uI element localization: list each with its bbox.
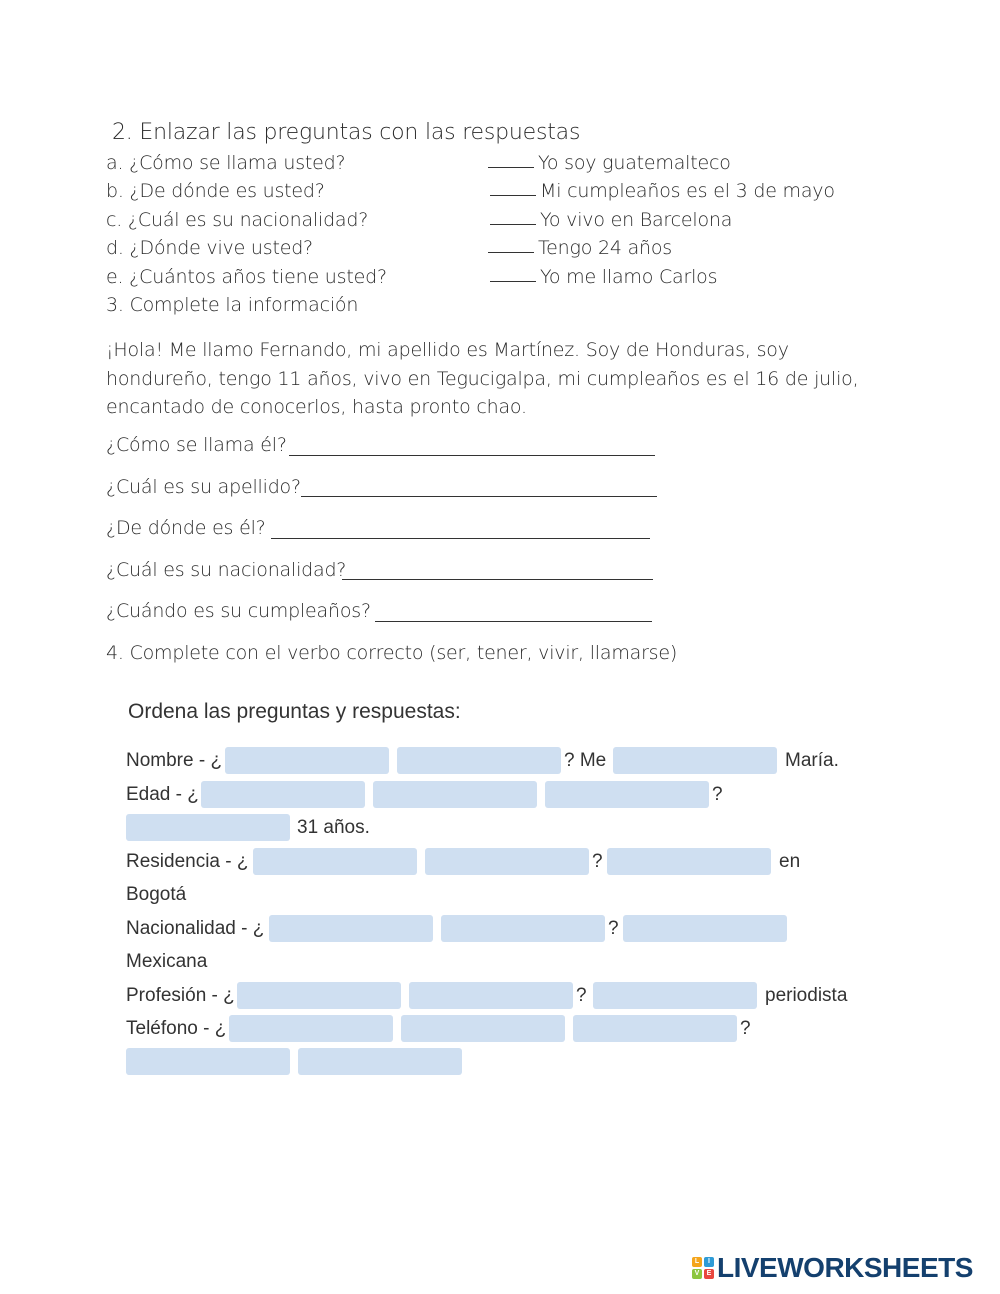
match-answer-2 [490, 180, 835, 202]
answer-blank[interactable] [488, 238, 534, 253]
drop-box[interactable] [269, 915, 433, 942]
row-text-residencia: ? [592, 851, 603, 872]
match-answer-text: Yo me llamo Carlos [540, 266, 718, 288]
answer-line-nationality[interactable] [342, 579, 653, 580]
row-end-residencia: Bogotá [126, 884, 187, 905]
row-label-residencia: Residencia - ¿ [126, 851, 249, 872]
exercise-title: Ordena las preguntas y respuestas: [128, 700, 461, 723]
drop-box[interactable] [613, 747, 777, 774]
drop-box[interactable] [229, 1015, 393, 1042]
row-end-profesion: periodista [765, 985, 848, 1006]
drop-box[interactable] [397, 747, 561, 774]
row-end-nombre: María. [785, 750, 839, 771]
drop-box[interactable] [593, 982, 757, 1009]
section-3-heading: 3. Complete la información [106, 294, 359, 316]
logo-mark-icon [692, 1257, 714, 1279]
logo-letter-v: V [692, 1269, 702, 1279]
row-text-telefono: ? [740, 1018, 751, 1039]
info-question-nationality: ¿Cuál es su nacionalidad? [106, 559, 347, 581]
row-text-nombre: ? Me [564, 750, 607, 771]
row-label-telefono: Teléfono - ¿ [126, 1018, 227, 1039]
reading-paragraph: ¡Hola! Me llamo Fernando, mi apellido es Martínez. Soy de Honduras, soy hondureño, tengo 11 años, vivo en Tegucigalpa, mi cumpleaños es el 16 de julio, encantado de conocerlos, hasta pronto chao. [106, 339, 859, 418]
drop-box[interactable] [201, 781, 365, 808]
row-label-nacionalidad: Nacionalidad - ¿ [126, 918, 265, 939]
answer-line-origin[interactable] [271, 538, 650, 539]
match-answer-5 [490, 266, 717, 288]
drop-box[interactable] [441, 915, 605, 942]
drop-box[interactable] [225, 747, 389, 774]
drop-box[interactable] [253, 848, 417, 875]
row-end-edad: 31 años. [297, 817, 370, 838]
match-answer-text: Yo soy guatemalteco [538, 152, 731, 174]
answer-blank[interactable] [490, 210, 536, 225]
row-label-edad: Edad - ¿ [126, 784, 199, 805]
match-answer-4 [488, 237, 672, 259]
match-answer-text: Mi cumpleaños es el 3 de mayo [540, 180, 835, 202]
answer-blank[interactable] [488, 153, 534, 168]
row-label-nombre: Nombre - ¿ [126, 750, 223, 771]
drop-box[interactable] [623, 915, 787, 942]
row-text-profesion: ? [576, 985, 587, 1006]
match-answer-1 [488, 152, 731, 174]
drop-box[interactable] [607, 848, 771, 875]
drop-box[interactable] [425, 848, 589, 875]
answer-line-surname[interactable] [301, 496, 657, 497]
match-answer-text: Tengo 24 años [538, 237, 672, 259]
match-answer-3 [490, 209, 732, 231]
drop-box[interactable] [401, 1015, 565, 1042]
answer-blank[interactable] [490, 181, 536, 196]
logo-wordmark: LIVEWORKSHEETS [717, 1252, 973, 1283]
logo-letter-i: I [704, 1257, 714, 1267]
info-question-name: ¿Cómo se llama él? [106, 434, 287, 456]
row-text-edad: ? [712, 784, 723, 805]
info-question-birthday: ¿Cuándo es su cumpleaños? [106, 600, 371, 622]
row-text-residencia-en: en [779, 851, 801, 872]
row-label-profesion: Profesión - ¿ [126, 985, 235, 1006]
liveworksheets-logo [692, 1252, 973, 1284]
info-question-origin: ¿De dónde es él? [106, 517, 266, 539]
match-question-b: b. ¿De dónde es usted? [106, 180, 325, 202]
drop-box[interactable] [237, 982, 401, 1009]
logo-letter-l: L [692, 1257, 702, 1267]
drop-box[interactable] [126, 814, 290, 841]
drop-box[interactable] [545, 781, 709, 808]
logo-letter-e: E [704, 1269, 714, 1279]
answer-line-birthday[interactable] [375, 621, 652, 622]
match-question-a: a. ¿Cómo se llama usted? [106, 152, 346, 174]
match-question-c: c. ¿Cuál es su nacionalidad? [106, 209, 369, 231]
drop-box[interactable] [409, 982, 573, 1009]
answer-line-name[interactable] [289, 455, 655, 456]
row-end-nacionalidad: Mexicana [126, 951, 208, 972]
answer-blank[interactable] [490, 267, 536, 282]
row-text-nacionalidad: ? [608, 918, 619, 939]
drop-box[interactable] [373, 781, 537, 808]
drop-box[interactable] [573, 1015, 737, 1042]
match-question-d: d. ¿Dónde vive usted? [106, 237, 313, 259]
drop-box[interactable] [298, 1048, 462, 1075]
info-question-surname: ¿Cuál es su apellido? [106, 476, 301, 498]
section-2-heading: 2. Enlazar las preguntas con las respuestas [112, 120, 581, 145]
match-question-e: e. ¿Cuántos años tiene usted? [106, 266, 387, 288]
section-4-heading: 4. Complete con el verbo correcto (ser, tener, vivir, llamarse) [106, 642, 678, 664]
match-answer-text: Yo vivo en Barcelona [540, 209, 733, 231]
drop-box[interactable] [126, 1048, 290, 1075]
